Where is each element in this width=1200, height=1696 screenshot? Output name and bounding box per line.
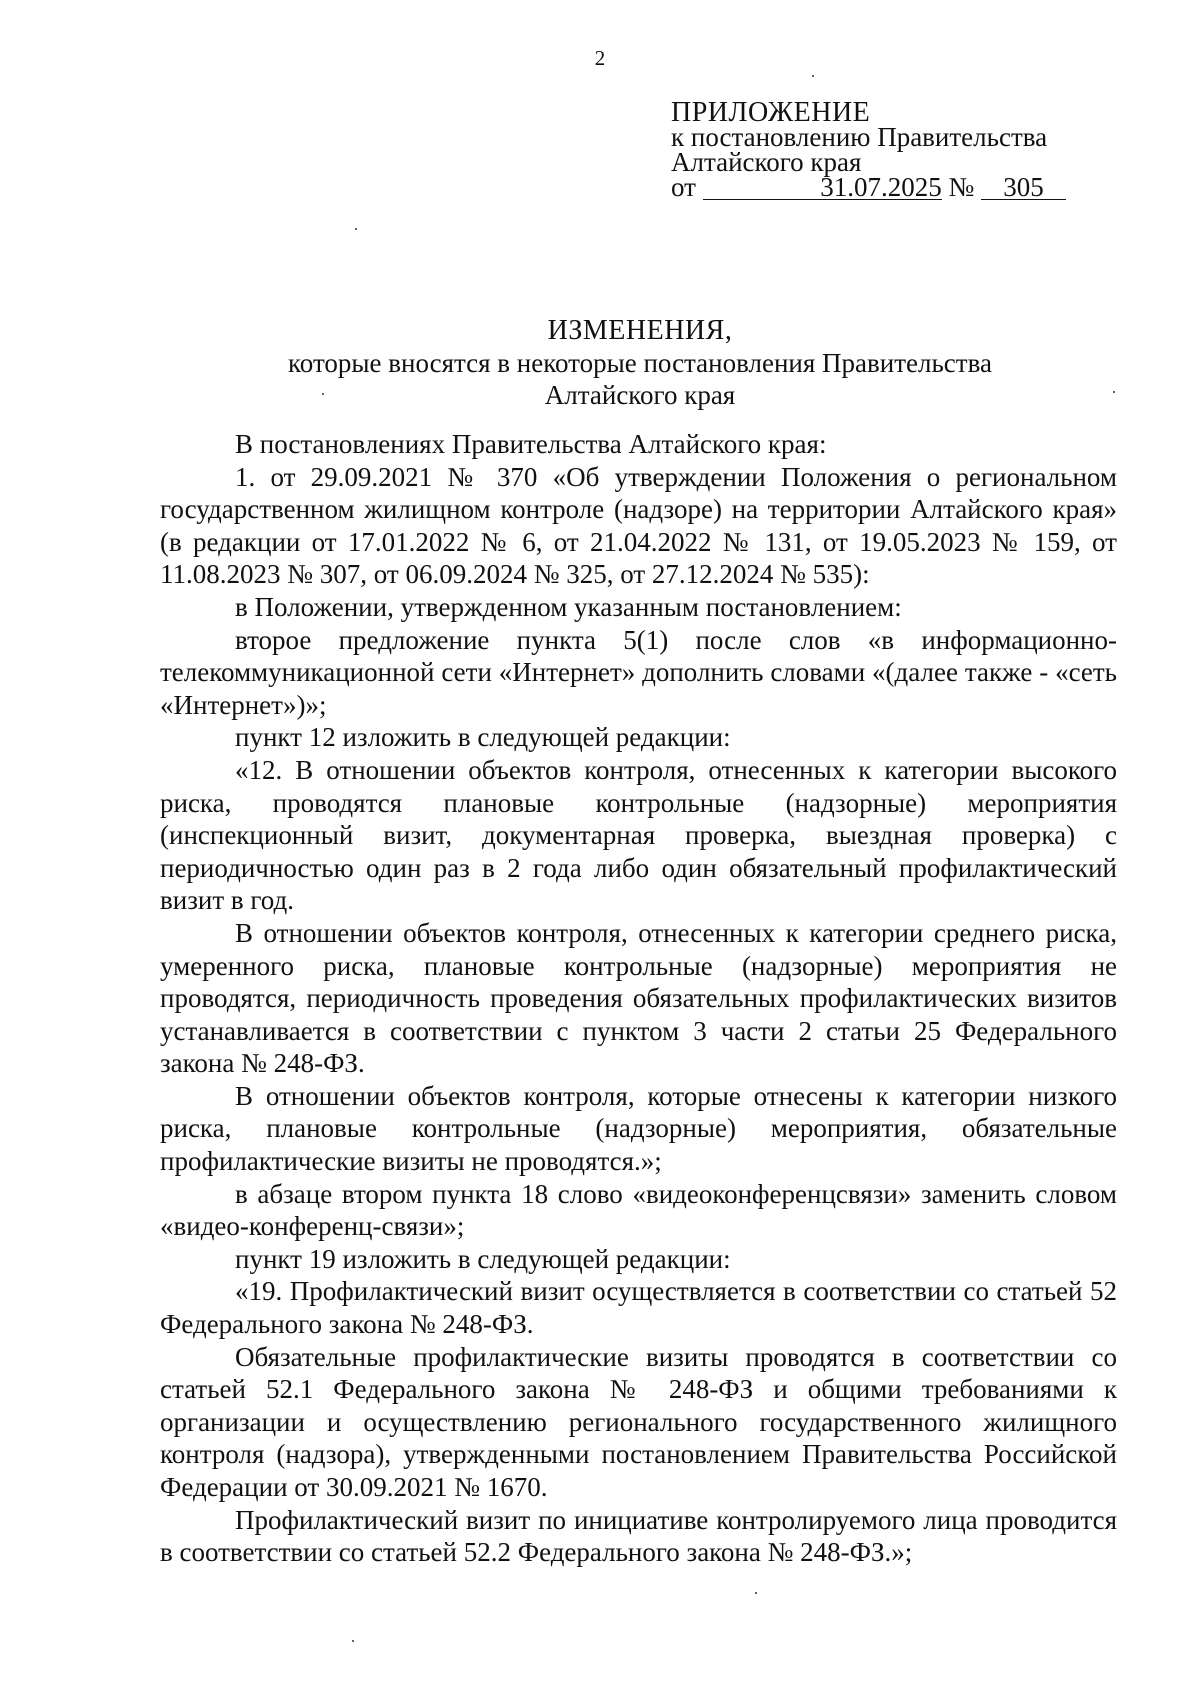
document-heading: [160, 315, 1120, 411]
paragraph: В постановлениях Правительства Алтайского края:: [235, 429, 827, 459]
paragraph: В отношении объектов контроля, которые отнесены к категории низкого риска, плановые контрольные (надзорные) мероприятия, обязательные профилактические визиты не проводятся.»;: [160, 1080, 1117, 1177]
paragraph: В отношении объектов контроля, отнесенных к категории среднего риска, умеренного риска, плановые контрольные (надзорные) мероприятия не проводятся, периодичность проведения обязательных профилактических визитов устанавливается в соответствии с пунктом 3 части 2 статьи 25 Федерального закона № 248-ФЗ.: [160, 917, 1117, 1079]
heading-title: ИЗМЕНЕНИЯ,: [547, 315, 733, 346]
paragraph: пункт 19 изложить в следующей редакции:: [235, 1243, 731, 1274]
heading-line-2: Алтайского края: [544, 380, 736, 410]
page-number: 2: [594, 46, 606, 70]
scan-speck: [1113, 391, 1115, 393]
paragraph: «12. В отношении объектов контроля, отнесенных к категории высокого риска, проводятся плановые контрольные (надзорные) мероприятия (инспекционный визит, документарная проверка, выездная проверка) с периодичностью один раз в 2 года либо один обязательный профилактический визит в год.: [160, 754, 1117, 916]
scan-speck: [322, 393, 324, 395]
scan-speck: [352, 1640, 354, 1642]
heading-line-1: которые вносятся в некоторые постановления Правительства: [288, 348, 992, 378]
appendix-title: ПРИЛОЖЕНИЕ: [671, 97, 871, 128]
document-body: [160, 428, 1117, 1569]
paragraph: второе предложение пункта 5(1) после слов «в информационно-телекоммуникационной сети «Интернет» дополнить словами «(далее также - «сеть «Интернет»)»;: [160, 624, 1117, 720]
number-prefix: №: [948, 172, 975, 202]
scan-speck: [812, 75, 814, 77]
paragraph: Обязательные профилактические визиты проводятся в соответствии со статьей 52.1 Федерального закона № 248-ФЗ и общими требованиями к организации и осуществлению регионального государственного жилищного контроля (надзора), утвержденными постановлением Правительства Российской Федерации от 30.09.2021 № 1670.: [160, 1341, 1117, 1502]
date-value: 31.07.: [703, 175, 888, 200]
paragraph: в абзаце втором пункта 18 слово «видеоконференцсвязи» заменить словом «видео-конференц-связи»;: [160, 1178, 1117, 1242]
decree-number: 305: [981, 175, 1066, 200]
paragraph: пункт 12 изложить в следующей редакции:: [235, 722, 731, 753]
paragraph: 1. от 29.09.2021 № 370 «Об утверждении Положения о региональном государственном жилищном контроле (надзоре) на территории Алтайского края» (в редакции от 17.01.2022 № 6, от 21.04.2022 № 131, от 19.05.2023 № 159, от 11.08.2023 № 307, от 06.09.2024 № 325, от 27.12.2024 № 535):: [160, 461, 1117, 590]
paragraph: «19. Профилактический визит осуществляется в соответствии со статьей 52 Федерального закона № 248-ФЗ.: [160, 1276, 1117, 1340]
appendix-block: [671, 97, 1066, 202]
appendix-date-line: [671, 172, 1066, 202]
scan-speck: [355, 228, 357, 230]
date-year: 2025: [887, 172, 942, 202]
paragraph: Профилактический визит по инициативе контролируемого лица проводится в соответствии со статьей 52.2 Федерального закона № 248-ФЗ.»;: [160, 1504, 1117, 1568]
paragraph: в Положении, утвержденном указанным постановлением:: [235, 591, 902, 622]
scan-speck: [755, 1592, 757, 1594]
appendix-line-decree: к постановлению Правительства: [671, 122, 1048, 152]
appendix-line-region: Алтайского края: [671, 147, 862, 177]
date-prefix: от: [671, 172, 696, 202]
